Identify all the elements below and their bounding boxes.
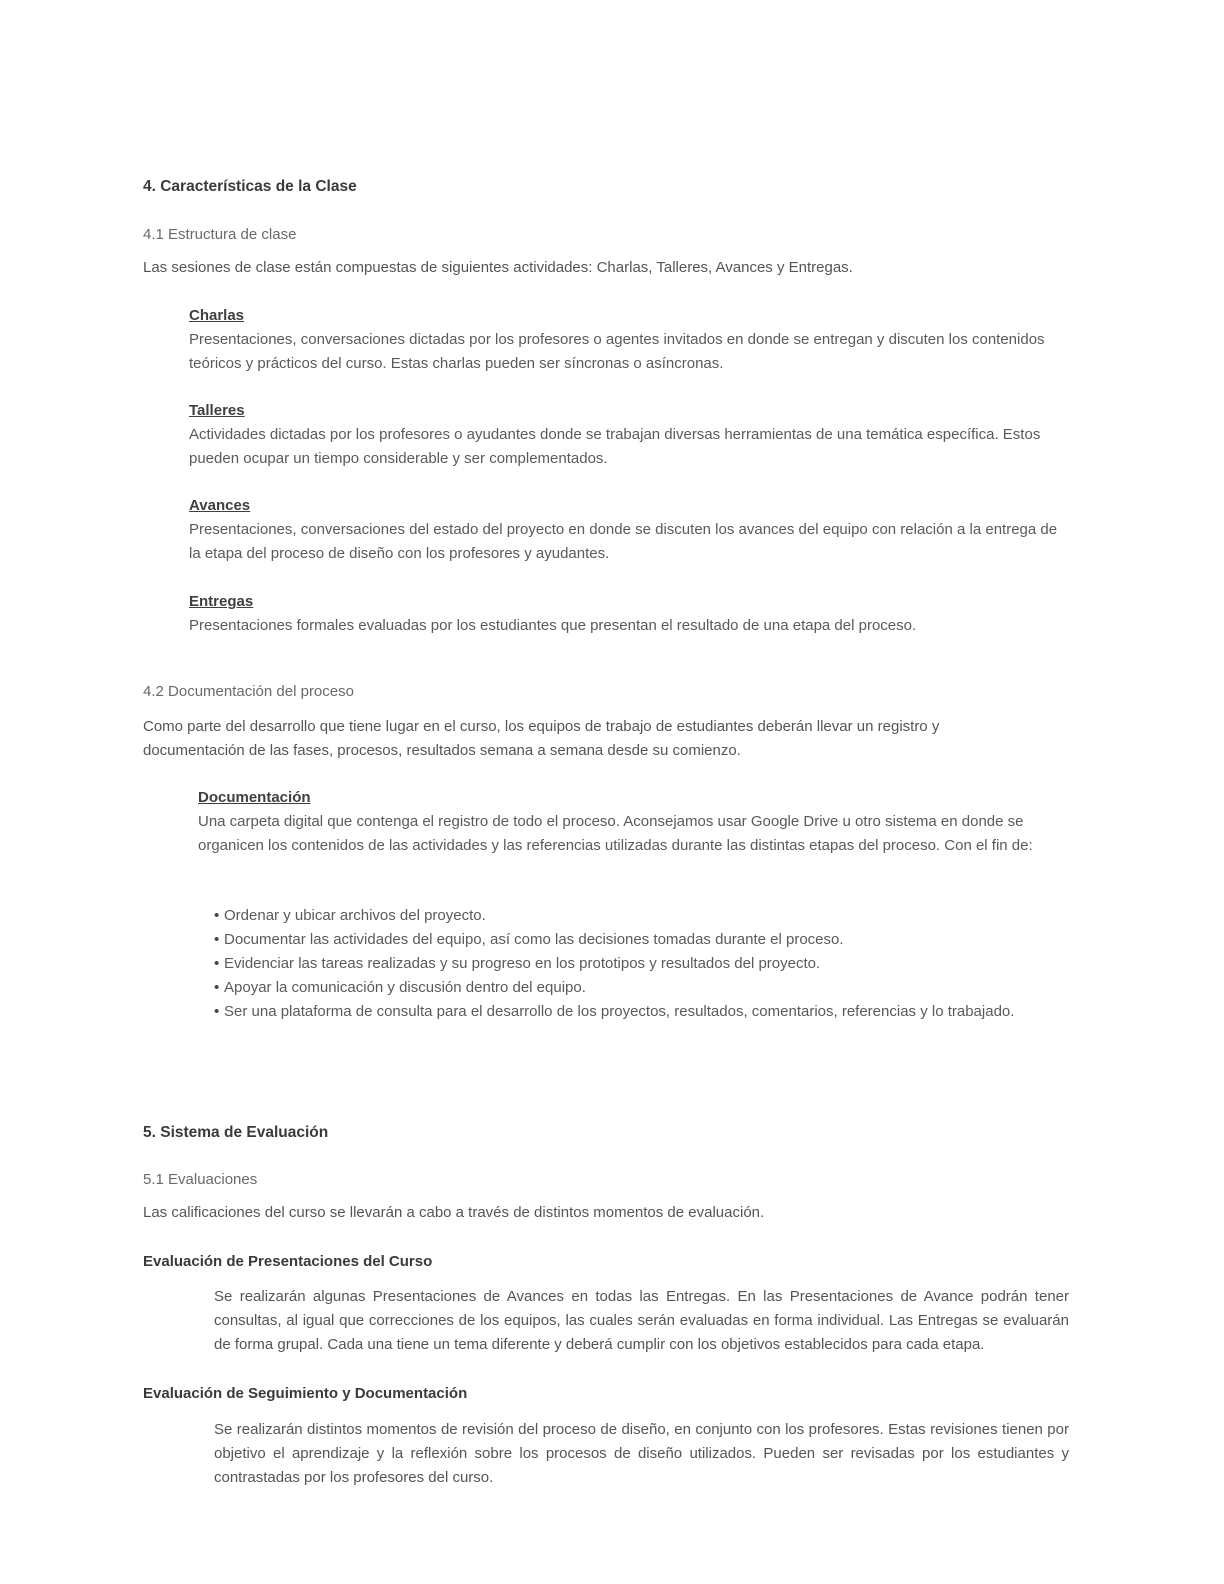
term-block-avances: [189, 494, 1069, 566]
list-item: • Apoyar la comunicación y discusión dentro del equipo.: [214, 976, 1044, 1000]
subsection-5-1-intro: Las calificaciones del curso se llevarán a cabo a través de distintos momentos de evaluación.: [143, 1204, 765, 1221]
term-description: Presentaciones formales evaluadas por los estudiantes que presentan el resultado de una etapa del proceso.: [189, 617, 917, 634]
term-description: Presentaciones, conversaciones del estado del proyecto en donde se discuten los avances del equipo con relación a la entrega de la etapa del proceso de diseño con los profesores y ayudantes.: [189, 521, 1058, 562]
subsection-4-1-title: 4.1 Estructura de clase: [143, 226, 297, 243]
term-description: Presentaciones, conversaciones dictadas por los profesores o agentes invitados en donde se entregan y discuten los contenidos teóricos y prácticos del curso. Estas charlas pueden ser síncronas o asíncronas.: [189, 331, 1045, 372]
term-block-documentacion: [198, 786, 1073, 858]
term-label: Talleres: [189, 402, 245, 419]
term-description: Una carpeta digital que contenga el registro de todo el proceso. Aconsejamos usar Google Drive u otro sistema en donde se organicen los contenidos de las actividades y las referencias utilizadas durante las distintas etapas del proceso. Con el fin de:: [198, 813, 1033, 854]
list-item: • Evidenciar las tareas realizadas y su progreso en los prototipos y resultados del proyecto.: [214, 952, 1044, 976]
list-item: • Ser una plataforma de consulta para el desarrollo de los proyectos, resultados, comentarios, referencias y lo trabajado.: [214, 1000, 1044, 1024]
list-item: • Documentar las actividades del equipo, así como las decisiones tomadas durante el proceso.: [214, 928, 1044, 952]
subsection-4-2-title: 4.2 Documentación del proceso: [143, 683, 354, 700]
term-label: Avances: [189, 497, 251, 514]
subsection-4-1-intro: Las sesiones de clase están compuestas de siguientes actividades: Charlas, Talleres, Avances y Entregas.: [143, 259, 853, 276]
section-5-title: 5. Sistema de Evaluación: [143, 1124, 329, 1141]
bullet-icon: •: [214, 955, 220, 972]
section-4-title: 4. Características de la Clase: [143, 178, 357, 195]
bullet-icon: •: [214, 931, 220, 948]
list-item: • Ordenar y ubicar archivos del proyecto.: [214, 904, 1044, 928]
term-block-charlas: [189, 304, 1069, 376]
bullet-icon: •: [214, 907, 220, 924]
subsection-5-1-title: 5.1 Evaluaciones: [143, 1171, 258, 1188]
evaluation-1-title: Evaluación de Presentaciones del Curso: [143, 1253, 433, 1270]
term-block-entregas: [189, 590, 1069, 638]
term-label: Charlas: [189, 307, 245, 324]
documentation-bullet-list: [214, 904, 1044, 1024]
term-description: Actividades dictadas por los profesores o ayudantes donde se trabajan diversas herramientas de una temática específica. Estos pueden ocupar un tiempo considerable y ser complementados.: [189, 426, 1041, 467]
bullet-icon: •: [214, 979, 220, 996]
term-label: Documentación: [198, 789, 311, 806]
evaluation-2-title: Evaluación de Seguimiento y Documentación: [143, 1385, 468, 1402]
evaluation-1-text: Se realizarán algunas Presentaciones de Avances en todas las Entregas. En las Presentaciones de Avance podrán tener consultas, al igual que correcciones de los equipos, las cuales serán evaluadas en forma individual. Las Entregas se evaluarán de forma grupal. Cada una tiene un tema diferente y deberá cumplir con los objetivos establecidos para cada etapa.: [214, 1288, 1069, 1353]
term-block-talleres: [189, 399, 1069, 471]
bullet-icon: •: [214, 1003, 220, 1020]
evaluation-2-text: Se realizarán distintos momentos de revisión del proceso de diseño, en conjunto con los profesores. Estas revisiones tienen por objetivo el aprendizaje y la reflexión sobre los procesos de diseño utilizados. Pueden ser revisadas por los estudiantes y contrastadas por los profesores del curso.: [214, 1421, 1069, 1486]
subsection-4-2-intro: Como parte del desarrollo que tiene lugar en el curso, los equipos de trabajo de estudiantes deberán llevar un registro y documentación de las fases, procesos, resultados semana a semana desde su comienzo.: [143, 718, 940, 759]
term-label: Entregas: [189, 593, 254, 610]
